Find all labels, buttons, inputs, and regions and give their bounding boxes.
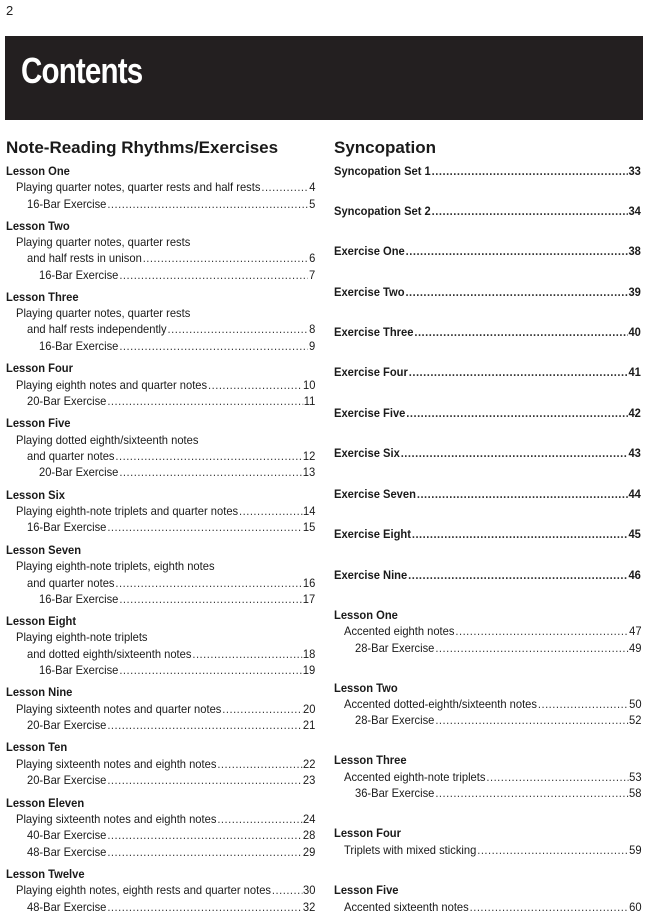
dot-leader: [107, 844, 302, 860]
toc-page-number: 42: [628, 406, 641, 420]
toc-page-number: 29: [302, 845, 316, 859]
toc-entry[interactable]: [16, 377, 315, 393]
toc-entry[interactable]: [344, 696, 642, 712]
toc-page-number: 15: [302, 520, 316, 534]
toc-entry[interactable]: [334, 526, 641, 542]
dot-leader: [119, 267, 308, 283]
toc-entry-text: Exercise Six: [334, 446, 400, 460]
toc-entry-text: Accented eighth notes: [344, 624, 455, 638]
dot-leader: [455, 623, 628, 639]
toc-entry[interactable]: [39, 338, 315, 354]
toc-entry[interactable]: [334, 486, 641, 502]
toc-entry-text: and half rests in unison: [27, 251, 142, 265]
toc-entry[interactable]: [27, 519, 315, 535]
toc-page-number: 40: [628, 325, 641, 339]
toc-entry-text: 28-Bar Exercise: [355, 713, 435, 727]
dot-leader: [115, 575, 302, 591]
section-title-syncopation: Syncopation: [334, 138, 437, 157]
toc-entry-text: Syncopation Set 2: [334, 204, 431, 218]
lesson-heading: Lesson Six: [6, 488, 65, 502]
dot-leader: [409, 364, 628, 380]
toc-entry[interactable]: [27, 196, 315, 212]
dot-leader: [192, 646, 302, 662]
toc-entry-text: Accented eighth-note triplets: [344, 770, 486, 784]
lesson-heading: Lesson Ten: [6, 740, 68, 754]
toc-entry[interactable]: [334, 284, 641, 300]
toc-entry[interactable]: [16, 179, 315, 195]
dot-leader: [107, 196, 308, 212]
toc-page-number: 39: [628, 285, 641, 299]
toc-page-number: 45: [628, 527, 641, 541]
toc-entry[interactable]: [27, 899, 315, 915]
toc-entry-text: 36-Bar Exercise: [355, 786, 435, 800]
toc-page-number: 21: [302, 718, 316, 732]
toc-page-number: 49: [629, 641, 642, 655]
page-title: Contents: [21, 50, 143, 91]
toc-entry-text: Exercise Nine: [334, 568, 408, 582]
toc-entry-text: Playing sixteenth notes and quarter notes: [16, 702, 222, 716]
dot-leader: [477, 842, 628, 858]
dot-leader: [107, 393, 302, 409]
toc-entry-text: 16-Bar Exercise: [39, 268, 119, 282]
toc-entry[interactable]: [16, 701, 315, 717]
toc-entry[interactable]: [344, 899, 642, 915]
lesson-heading: Lesson Four: [6, 361, 73, 375]
lesson-heading: Lesson Three: [6, 290, 79, 304]
lesson-heading: Lesson One: [334, 608, 398, 622]
dot-leader: [217, 811, 302, 827]
toc-entry[interactable]: [39, 591, 315, 607]
dot-leader: [435, 640, 628, 656]
toc-entry[interactable]: [27, 844, 315, 860]
toc-page-number: 22: [303, 757, 316, 771]
toc-entry[interactable]: [27, 250, 315, 266]
toc-entry-text: and half rests independently: [27, 322, 167, 336]
toc-entry-text: Playing eighth-note triplets: [16, 630, 148, 644]
toc-entry[interactable]: [355, 640, 641, 656]
toc-entry-text: 16-Bar Exercise: [39, 339, 119, 353]
dot-leader: [435, 712, 628, 728]
toc-entry[interactable]: [334, 405, 641, 421]
toc-page-number: 9: [308, 339, 316, 353]
toc-page-number: 47: [629, 624, 642, 638]
lesson-heading: Lesson Five: [334, 883, 399, 897]
dot-leader: [107, 899, 302, 915]
lesson-heading: Lesson Nine: [6, 685, 73, 699]
toc-entry-text: Playing eighth-note triplets and quarter notes: [16, 504, 239, 518]
lesson-heading: Lesson Eight: [6, 614, 77, 628]
toc-entry[interactable]: [355, 712, 641, 728]
toc-entry[interactable]: [344, 769, 642, 785]
lesson-heading: Lesson Two: [334, 681, 398, 695]
toc-entry-text: Playing eighth notes and quarter notes: [16, 378, 208, 392]
section-title-note-reading: Note-Reading Rhythms/Exercises: [6, 138, 279, 157]
toc-page-number: 13: [302, 465, 316, 479]
toc-entry-text: 16-Bar Exercise: [39, 592, 119, 606]
toc-entry-text: Playing dotted eighth/sixteenth notes: [16, 433, 199, 447]
dot-leader: [107, 772, 302, 788]
toc-entry-text: 40-Bar Exercise: [27, 828, 107, 842]
toc-page-number: 38: [628, 244, 641, 258]
lesson-heading: Lesson Four: [334, 826, 401, 840]
toc-page-number: 50: [629, 697, 642, 711]
toc-entry[interactable]: [334, 243, 641, 259]
toc-page-number: 16: [302, 576, 316, 590]
lesson-heading: Lesson Twelve: [6, 867, 85, 881]
toc-entry[interactable]: [344, 623, 642, 639]
toc-page-number: 24: [303, 812, 316, 826]
toc-entry-text: Playing eighth-note triplets, eighth notes: [16, 559, 215, 573]
lesson-heading: Lesson Seven: [6, 543, 82, 557]
dot-leader: [107, 717, 302, 733]
lesson-heading: Lesson One: [6, 164, 70, 178]
toc-entry[interactable]: [334, 203, 641, 219]
dot-leader: [432, 203, 628, 219]
dot-leader: [408, 567, 627, 583]
toc-entry-text: 48-Bar Exercise: [27, 900, 107, 914]
toc-entry-text: 16-Bar Exercise: [27, 520, 107, 534]
toc-entry-text: and dotted eighth/sixteenth notes: [27, 647, 192, 661]
toc-entry[interactable]: [27, 575, 315, 591]
lesson-heading: Lesson Five: [6, 416, 71, 430]
toc-page-number: 6: [309, 251, 316, 265]
toc-entry-text: Playing sixteenth notes and eighth notes: [16, 812, 217, 826]
dot-leader: [208, 377, 302, 393]
toc-page-number: 7: [308, 268, 316, 282]
dot-leader: [119, 464, 302, 480]
dot-leader: [119, 591, 302, 607]
toc-entry[interactable]: [39, 662, 315, 678]
toc-entry[interactable]: [27, 717, 315, 733]
toc-entry[interactable]: [334, 324, 641, 340]
dot-leader: [222, 701, 302, 717]
toc-entry[interactable]: [16, 503, 315, 519]
toc-entry-text: Playing sixteenth notes and eighth notes: [16, 757, 217, 771]
toc-page-number: 44: [628, 487, 641, 501]
toc-page-number: 20: [303, 702, 316, 716]
lesson-heading: Lesson Eleven: [6, 796, 85, 810]
toc-entry-text: Exercise Seven: [334, 487, 416, 501]
lesson-heading: Lesson Two: [6, 219, 70, 233]
toc-entry-text: 48-Bar Exercise: [27, 845, 107, 859]
dot-leader: [107, 827, 302, 843]
toc-entry[interactable]: [16, 882, 315, 898]
toc-entry-text: 20-Bar Exercise: [39, 465, 119, 479]
toc-entry-text: Accented dotted-eighth/sixteenth notes: [344, 697, 537, 711]
toc-entry-text: Triplets with mixed sticking: [344, 843, 477, 857]
dot-leader: [115, 448, 302, 464]
toc-page-number: 12: [302, 449, 316, 463]
toc-entry[interactable]: [39, 464, 315, 480]
toc-page-number: 60: [629, 900, 642, 914]
toc-page-number: 53: [629, 770, 642, 784]
dot-leader: [261, 179, 308, 195]
dot-leader: [406, 405, 627, 421]
dot-leader: [239, 503, 302, 519]
toc-entry[interactable]: [334, 567, 641, 583]
dot-leader: [432, 163, 628, 179]
toc-entry-text: 16-Bar Exercise: [27, 197, 107, 211]
toc-entry-text: Playing eighth notes, eighth rests and quarter notes: [16, 883, 271, 897]
toc-page-number: 43: [628, 446, 641, 460]
toc-entry-text: Accented sixteenth notes: [344, 900, 469, 914]
toc-entry-text: Syncopation Set 1: [334, 164, 431, 178]
toc-page-number: 17: [302, 592, 316, 606]
toc-page-number: 28: [302, 828, 316, 842]
toc-page-number: 18: [302, 647, 316, 661]
dot-leader: [143, 250, 308, 266]
toc-entry[interactable]: [344, 842, 642, 858]
toc-entry-text: Exercise Three: [334, 325, 414, 339]
toc-entry[interactable]: [27, 772, 315, 788]
toc-entry-text: and quarter notes: [27, 576, 115, 590]
toc-entry-text: 20-Bar Exercise: [27, 773, 107, 787]
toc-entry-text: Exercise Eight: [334, 527, 411, 541]
dot-leader: [414, 324, 627, 340]
dot-leader: [412, 526, 628, 542]
toc-entry[interactable]: [27, 827, 315, 843]
toc-page-number: 32: [302, 900, 316, 914]
toc-page-number: 59: [629, 843, 642, 857]
toc-page-number: 33: [628, 164, 641, 178]
toc-entry-text: 20-Bar Exercise: [27, 394, 107, 408]
dot-leader: [486, 769, 628, 785]
lesson-heading: Lesson Three: [334, 753, 407, 767]
toc-page-number: 23: [302, 773, 316, 787]
dot-leader: [401, 445, 628, 461]
toc-entry-text: Playing quarter notes, quarter rests: [16, 306, 191, 320]
toc-entry[interactable]: [27, 448, 315, 464]
dot-leader: [272, 882, 302, 898]
toc-entry-text: and quarter notes: [27, 449, 115, 463]
dot-leader: [417, 486, 628, 502]
toc-entry[interactable]: [27, 393, 315, 409]
toc-page-number: 46: [628, 568, 641, 582]
toc-page-number: 19: [302, 663, 316, 677]
toc-entry[interactable]: [27, 321, 315, 337]
toc-entry-text: Exercise One: [334, 244, 405, 258]
toc-entry[interactable]: [334, 163, 641, 179]
dot-leader: [406, 243, 628, 259]
toc-page-number: 5: [309, 197, 316, 211]
toc-page-number: 4: [309, 180, 316, 194]
toc-page-number: 34: [628, 204, 641, 218]
dot-leader: [119, 338, 308, 354]
toc-entry[interactable]: [355, 785, 641, 801]
dot-leader: [470, 899, 629, 915]
toc-entry-text: Exercise Two: [334, 285, 405, 299]
toc-entry-text: Exercise Five: [334, 406, 406, 420]
dot-leader: [405, 284, 627, 300]
dot-leader: [435, 785, 628, 801]
toc-entry[interactable]: [334, 445, 641, 461]
dot-leader: [168, 321, 309, 337]
toc-entry[interactable]: [16, 811, 315, 827]
toc-entry-text: Playing quarter notes, quarter rests: [16, 235, 191, 249]
dot-leader: [107, 519, 302, 535]
toc-page-number: 14: [303, 504, 316, 518]
toc-entry[interactable]: [27, 646, 315, 662]
toc-entry-text: 20-Bar Exercise: [27, 718, 107, 732]
toc-page-number: 41: [628, 365, 641, 379]
toc-entry[interactable]: [39, 267, 315, 283]
page-number: 2: [6, 3, 14, 18]
toc-entry[interactable]: [334, 364, 641, 380]
dot-leader: [119, 662, 302, 678]
toc-entry-text: 28-Bar Exercise: [355, 641, 435, 655]
toc-entry-text: Exercise Four: [334, 365, 408, 379]
toc-entry-text: Playing quarter notes, quarter rests and half rests: [16, 180, 261, 194]
dot-leader: [217, 756, 302, 772]
contents-banner: [5, 36, 643, 120]
toc-page-number: 58: [629, 786, 642, 800]
toc-page-number: 8: [309, 322, 316, 336]
toc-page-number: 52: [629, 713, 642, 727]
toc-page-number: 11: [303, 394, 316, 408]
toc-entry[interactable]: [16, 756, 315, 772]
toc-entry-text: 16-Bar Exercise: [39, 663, 119, 677]
toc-page-number: 10: [303, 378, 316, 392]
toc-page-number: 30: [303, 883, 316, 897]
dot-leader: [538, 696, 628, 712]
